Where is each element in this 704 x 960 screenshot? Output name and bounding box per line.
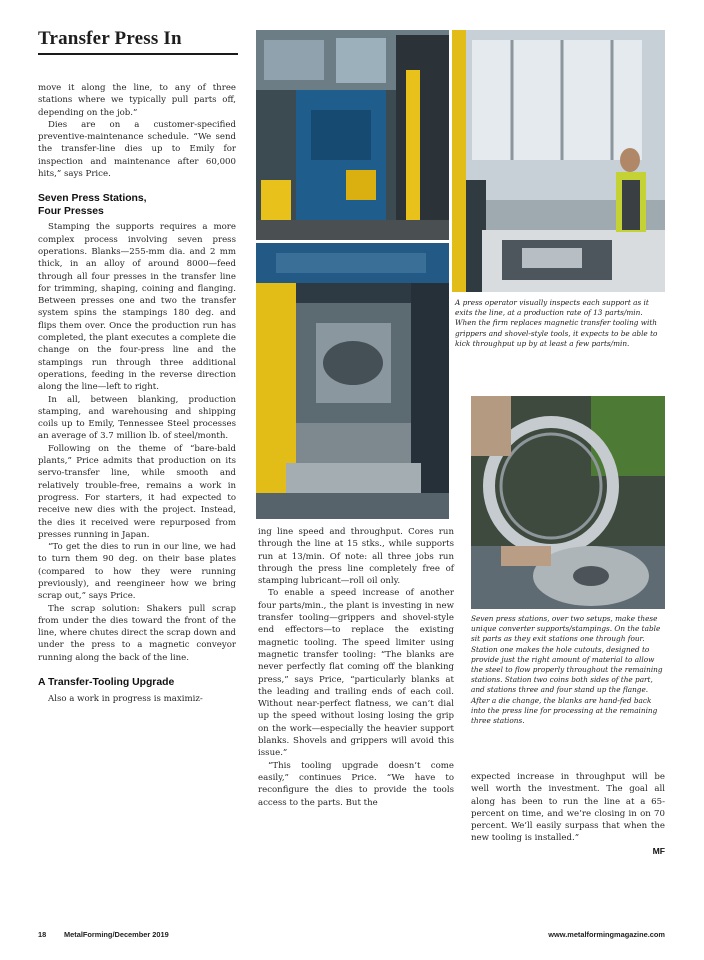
paragraph: To enable a speed increase of another four parts/min., the plant is investing in new transfer tooling—grippers and shovel-style end effectors—to replace the existing magnetic tooling. The speed limiter using magnetic transfer tooling: “The blanks are never perfectly flat coming off the blanking press,” says Price, “particularly blanks at the leading and trailing ends of each coil. Without near-perfect flatness, we can’t dial up the speed without losing losing the grip on the work—especially the heavier support blanks. Shovels and grippers will avoid this issue.” bbox=[258, 588, 454, 759]
heading-line: Four Presses bbox=[38, 205, 104, 217]
paragraph: Following on the theme of “bare-bald plants,” Price admits that production on its servo-transfer line, while smooth and relatively trouble-free, remains a work in progress. For starters, it had expected to receive new dies with the project. Instead, the dies it received were repurposed from presses running in Japan. bbox=[38, 443, 236, 540]
stamped-parts-photo bbox=[471, 396, 665, 609]
paragraph: move it along the line, to any of three stations where we typically pull parts off, depending on the job.” bbox=[38, 83, 236, 118]
photo-caption-operator: A press operator visually inspects each support as it exits the line, at a production rate of 13 parts/min. When the firm replaces magnetic transfer tooling with grippers and shovel-style tools, it expects to be able to kick throughput up by at least a few parts/min. bbox=[455, 298, 658, 348]
page-title: Transfer Press In bbox=[38, 28, 238, 55]
heading-line: Seven Press Stations, bbox=[38, 193, 147, 205]
section-heading-seven-press-stations bbox=[38, 193, 236, 218]
press-die-photo bbox=[256, 243, 449, 519]
paragraph: “To get the dies to run in our line, we had to turn them 90 deg. on their base plates (compared to how they were running previously), and reengineer how we bring scrap out,” says Price. bbox=[38, 542, 236, 602]
photo-caption-press-stations: Seven press stations, over two setups, make these unique converter supports/stampings. On the table sit parts as they exit stations one through four. Station one makes the hole cutouts, designed to provide just the right amount of material to allow the steel to flow properly throughout the remaining stations. Station two coins both sides of the part, and stations three and four stand up the flange. After a die change, the blanks are hand-fed back into the press line for processing at the remaining three stations. bbox=[471, 614, 663, 726]
paragraph: In all, between blanking, production stamping, and warehousing and shipping coils up to Emily, Tennessee Steel processes an average of 3.7 million lb. of steel/month. bbox=[38, 394, 236, 442]
article-column-2 bbox=[258, 526, 454, 906]
paragraph: “This tooling upgrade doesn’t come easily,” continues Price. “We have to reconfigure the dies to provide the tools access to the parts. But the bbox=[258, 760, 454, 808]
paragraph: Stamping the supports requires a more complex process involving seven press operations. Blanks—255-mm dia. and 2 mm thick, in an alloy of around 8000—feed through all four presses in the transfer line for trimming, shaping, coining and flanging. Between presses one and two the transfer system spins the stampings 180 deg. and flips them over. Once the production run has completed, the plant executes a complete die change on the four-press line and the stampings run through three additional operations, feeding in the reverse direction along the line—left to right. bbox=[38, 222, 236, 393]
paragraph: The scrap solution: Shakers pull scrap from under the dies toward the front of the line, where chutes direct the scrap down and under the press to a magnetic conveyor running along the back of the line. bbox=[38, 603, 236, 663]
paragraph: ing line speed and throughput. Cores run through the line at 15 stks., while supports run at 13/min. Of note: all three jobs run through the press line completely free of stamping lubricant—roll oil only. bbox=[258, 527, 454, 587]
section-heading-transfer-tooling-upgrade: A Transfer-Tooling Upgrade bbox=[38, 677, 175, 689]
article-column-1 bbox=[38, 82, 236, 912]
paragraph: expected increase in throughput will be well worth the investment. The goal all along has been to run the line at a 65-percent on time, and we’re closing in on 70 percent. We’ll easily surpass that when the new tooling is installed.” bbox=[471, 772, 665, 844]
article-column-3 bbox=[471, 771, 665, 911]
press-line-photo-top bbox=[256, 30, 449, 240]
publication-info: MetalForming/December 2019 bbox=[64, 930, 169, 939]
paragraph: Dies are on a customer-specified preventive-maintenance schedule. “We send the transfer-line dies up to Emily for inspection and maintenance after 60,000 hits,” says Price. bbox=[38, 119, 236, 180]
paragraph: Also a work in progress is maximiz- bbox=[48, 693, 203, 704]
website-link[interactable]: www.metalformingmagazine.com bbox=[548, 930, 665, 939]
end-mark: MF bbox=[652, 845, 665, 856]
page-number: 18 bbox=[38, 930, 47, 939]
operator-inspection-photo bbox=[452, 30, 665, 292]
